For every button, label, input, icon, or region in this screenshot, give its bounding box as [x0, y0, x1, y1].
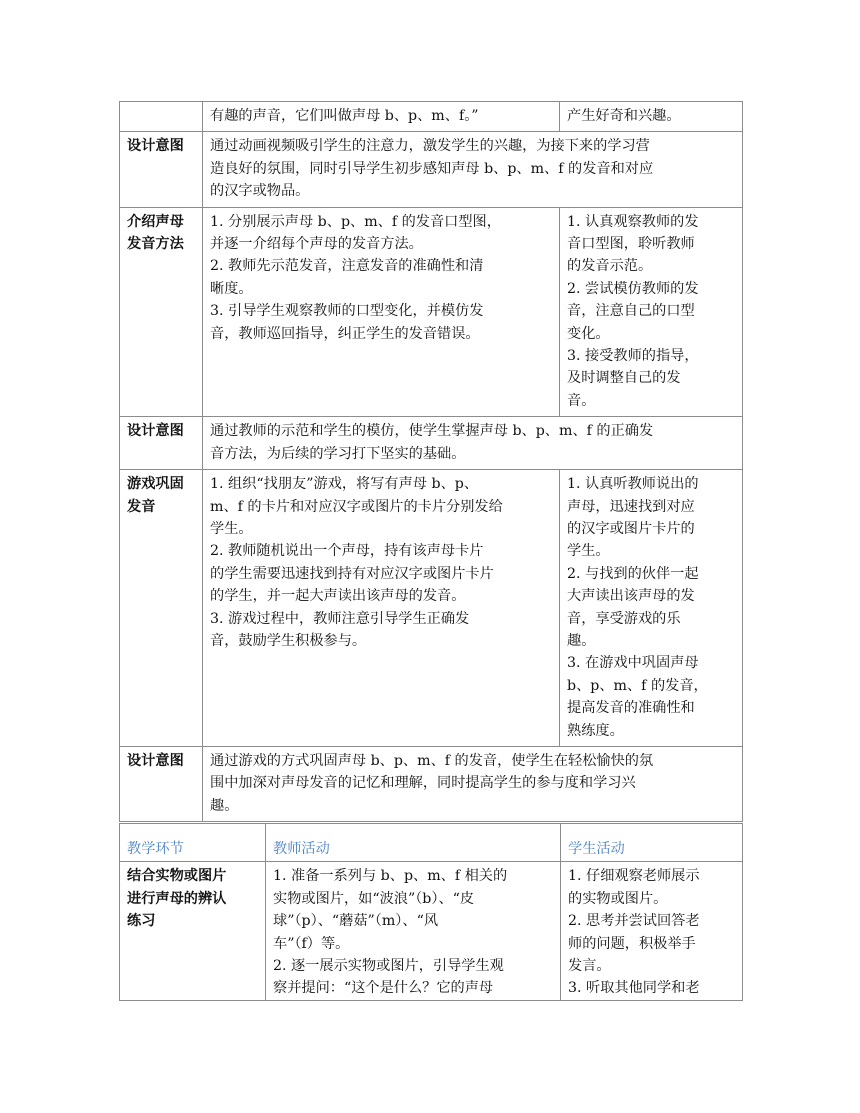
- lesson-plan-table-1: [119, 101, 743, 822]
- design-intent-text: 通过教师的示范和学生的模仿，使学生掌握声母 b、p、m、f 的正确发 音方法，为后续的学习打下坚实的基础。: [203, 417, 743, 470]
- design-intent-label: 设计意图: [120, 132, 203, 207]
- student-activity-cell: 1. 认真观察教师的发 音口型图，聆听教师 的发音示范。 2. 尝试模仿教师的发 音，注意自己的口型 变化。 3. 接受教师的指导， 及时调整自己的发 音。: [560, 207, 743, 417]
- design-intent-label: 设计意图: [120, 746, 203, 821]
- design-intent-text: 通过动画视频吸引学生的注意力，激发学生的兴趣，为接下来的学习营 造良好的氛围，同时引导学生初步感知声母 b、p、m、f 的发音和对应 的汉字或物品。: [203, 132, 743, 207]
- student-activity-cell: 1. 仔细观察老师展示 的实物或图片。 2. 思考并尝试回答老 师的问题，积极举手 发言。 3. 听取其他同学和老: [561, 862, 743, 1000]
- table-row: [120, 470, 743, 747]
- lesson-plan-table-2: [119, 823, 743, 1001]
- stage-cell: 介绍声母 发音方法: [120, 207, 203, 417]
- table-row: [120, 417, 743, 470]
- stage-cell: 游戏巩固 发音: [120, 470, 203, 747]
- table-header-row: [120, 824, 743, 862]
- teacher-activity-cell: 1. 准备一系列与 b、p、m、f 相关的 实物或图片，如“波浪”（b）、“皮 球”（p）、“蘑菇”（m）、“风 车”（f）等。 2. 逐一展示实物或图片，引导学生观 察并提问：“这个是什么？它的声母: [266, 862, 561, 1000]
- stage-cell: [120, 102, 203, 132]
- design-intent-label: 设计意图: [120, 417, 203, 470]
- design-intent-text: 通过游戏的方式巩固声母 b、p、m、f 的发音，使学生在轻松愉快的氛 围中加深对声母发音的记忆和理解，同时提高学生的参与度和学习兴 趣。: [203, 746, 743, 821]
- student-activity-cell: 1. 认真听教师说出的 声母，迅速找到对应 的汉字或图片卡片的 学生。 2. 与找到的伙伴一起 大声读出该声母的发 音，享受游戏的乐 趣。 3. 在游戏中巩固声母 b、p、m、f 的发音， 提高发音的准确性和 熟练度。: [560, 470, 743, 747]
- teacher-activity-cell: 1. 组织“找朋友”游戏，将写有声母 b、p、 m、f 的卡片和对应汉字或图片的卡片分别发给 学生。 2. 教师随机说出一个声母，持有该声母卡片 的学生需要迅速找到持有对应汉字或图片卡片 的学生，并一起大声读出该声母的发音。 3. 游戏过程中，教师注意引导学生正确发 音，鼓励学生积极参与。: [203, 470, 560, 747]
- stage-cell: 结合实物或图片 进行声母的辨认 练习: [120, 862, 266, 1000]
- teacher-activity-cell: 有趣的声音，它们叫做声母 b、p、m、f。”: [203, 102, 560, 132]
- header-teacher-activity: 教师活动: [266, 824, 561, 862]
- table-row: [120, 132, 743, 207]
- table-row: [120, 746, 743, 821]
- table-row: [120, 862, 743, 1000]
- table-row: [120, 102, 743, 132]
- table-row: [120, 207, 743, 417]
- student-activity-cell: 产生好奇和兴趣。: [560, 102, 743, 132]
- teacher-activity-cell: 1. 分别展示声母 b、p、m、f 的发音口型图， 并逐一介绍每个声母的发音方法。 2. 教师先示范发音，注意发音的准确性和清 晰度。 3. 引导学生观察教师的口型变化，并模仿发 音，教师巡回指导，纠正学生的发音错误。: [203, 207, 560, 417]
- header-stage: 教学环节: [120, 824, 266, 862]
- header-student-activity: 学生活动: [561, 824, 743, 862]
